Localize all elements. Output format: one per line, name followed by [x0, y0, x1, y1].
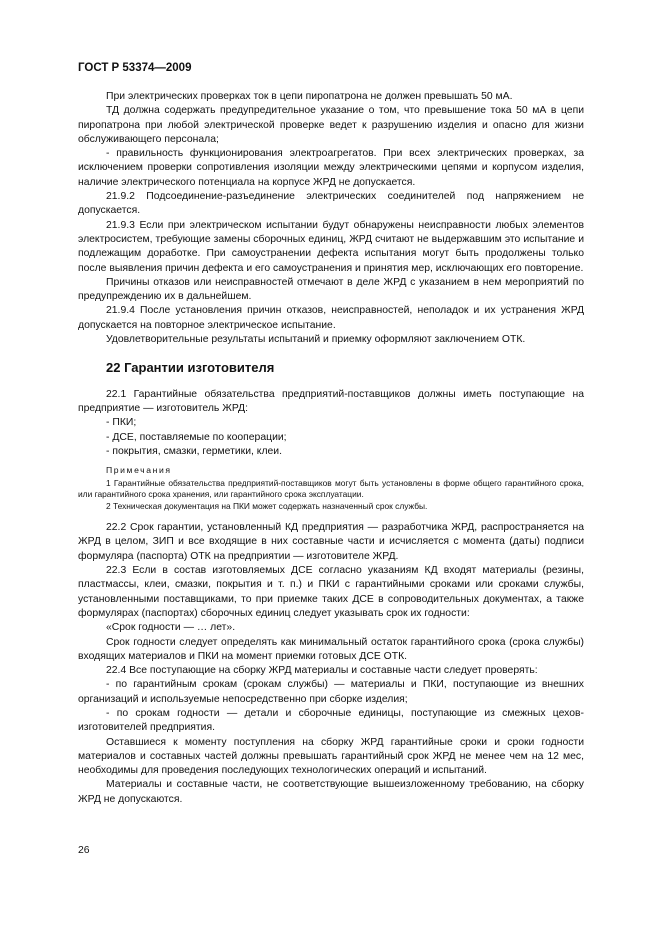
paragraph: Материалы и составные части, не соответствующие вышеизложенному требованию, на сборку ЖРД не допускаются. — [78, 779, 584, 805]
paragraph: Удовлетворительные результаты испытаний и приемку оформляют заключением ОТК. — [106, 334, 526, 346]
page-number: 26 — [78, 845, 90, 856]
notes-label: Примечания — [106, 465, 172, 476]
list-item: - по срокам годности — детали и сборочные единицы, поступающие из смежных цехов-изготовителей предприятия. — [78, 707, 584, 734]
paragraph: Оставшиеся к моменту поступления на сборку ЖРД гарантийные сроки и сроки годности материалов и составных частей должны превышать гарантийный срок ЖРД не менее чем на 12 мес, необходимы для проведения последующих технологических операций и испытаний. — [78, 736, 584, 777]
document-body — [78, 90, 584, 807]
note-item: 2 Техническая документация на ПКИ может содержать назначенный срок службы. — [106, 500, 428, 511]
paragraph: 21.9.4 После установления причин отказов, неисправностей, неполадок и их устранения ЖРД допускается на повторное электрическое испытание. — [78, 305, 584, 331]
paragraph: 22.3 Если в состав изготовляемых ДСЕ согласно указаниям КД входят материалы (резины, пластмассы, клеи, смазки, покрытия и т. п.) и ПКИ с гарантийными сроками или сроками службы, установленными поставщиками, то при приемке таких ДСЕ в сопроводительных документах, а также формулярах (паспортах) сборочных единиц следует указывать срок их годности: — [78, 565, 584, 619]
list-item: - по гарантийным срокам (срокам службы) — материалы и ПКИ, поступающие из внешних организаций и используемые непосредственно при сборке изделия; — [78, 679, 584, 705]
list-item: - покрытия, смазки, герметики, клеи. — [106, 445, 282, 457]
paragraph: Причины отказов или неисправностей отмечают в деле ЖРД с указанием в нем мероприятий по предупреждению их в дальнейшем. — [78, 276, 584, 303]
paragraph: - правильность функционирования электроагрегатов. При всех электрических проверках, за исключением проверки сопротивления изоляции между электрическими цепями и корпусом изделия, наличие электрического потенциала на корпусе ЖРД не допускается. — [78, 148, 584, 188]
notes-block — [78, 465, 584, 512]
list-item: - ПКИ; — [106, 417, 137, 429]
paragraph: ТД должна содержать предупредительное указание о том, что превышение тока 50 мА в цепи пиропатрона при любой электрической проверке ведет к разрушению изделия и опасно для жизни обслуживающего персонала; — [78, 105, 584, 145]
paragraph: 22.2 Срок гарантии, установленный КД предприятия — разработчика ЖРД, распространяется на ЖРД в целом, ЗИП и все входящие в них составные части и исчисляется с момента (даты) подписи формуляра (паспорта) ОТК на предприятии — изготовителе ЖРД. — [78, 522, 584, 562]
paragraph: Срок годности следует определять как минимальный остаток гарантийного срока (срока службы) входящих материалов и ПКИ на момент приемки готовых ДСЕ ОТК. — [78, 636, 584, 662]
section-title: 22 Гарантии изготовителя — [106, 360, 275, 376]
paragraph: При электрических проверках ток в цепи пиропатрона не должен превышать 50 мА. — [106, 91, 513, 102]
paragraph: 22.1 Гарантийные обязательства предприятий-поставщиков должны иметь поступающие на предприятие — изготовитель ЖРД: — [78, 388, 584, 414]
paragraph: «Срок годности — … лет». — [106, 622, 236, 634]
list-item: - ДСЕ, поставляемые по кооперации; — [106, 431, 287, 443]
paragraph: 22.4 Все поступающие на сборку ЖРД материалы и составные части следует проверять: — [106, 665, 538, 677]
spacer — [78, 512, 584, 521]
note-item: 1 Гарантийные обязательства предприятий-поставщиков могут быть установлены в форме общего гарантийного срока, или гарантийного срока хранения, или гарантийного срока эксплуатации. — [78, 477, 584, 500]
document-header: ГОСТ Р 53374—2009 — [78, 62, 192, 74]
paragraph: 21.9.3 Если при электрическом испытании будут обнаружены неисправности любых элементов электросистем, требующие замены сборочных единиц, ЖРД считают не выдержавшим это испытание и подлежащим доработке. При самоустранении дефекта испытания могут быть продолжены только после выявления причин дефекта и его самоустранения и принятия мер, исключающих его повторение. — [78, 219, 584, 274]
paragraph: 21.9.2 Подсоединение-разъединение электрических соединителей под напряжением не допускается. — [78, 191, 584, 217]
